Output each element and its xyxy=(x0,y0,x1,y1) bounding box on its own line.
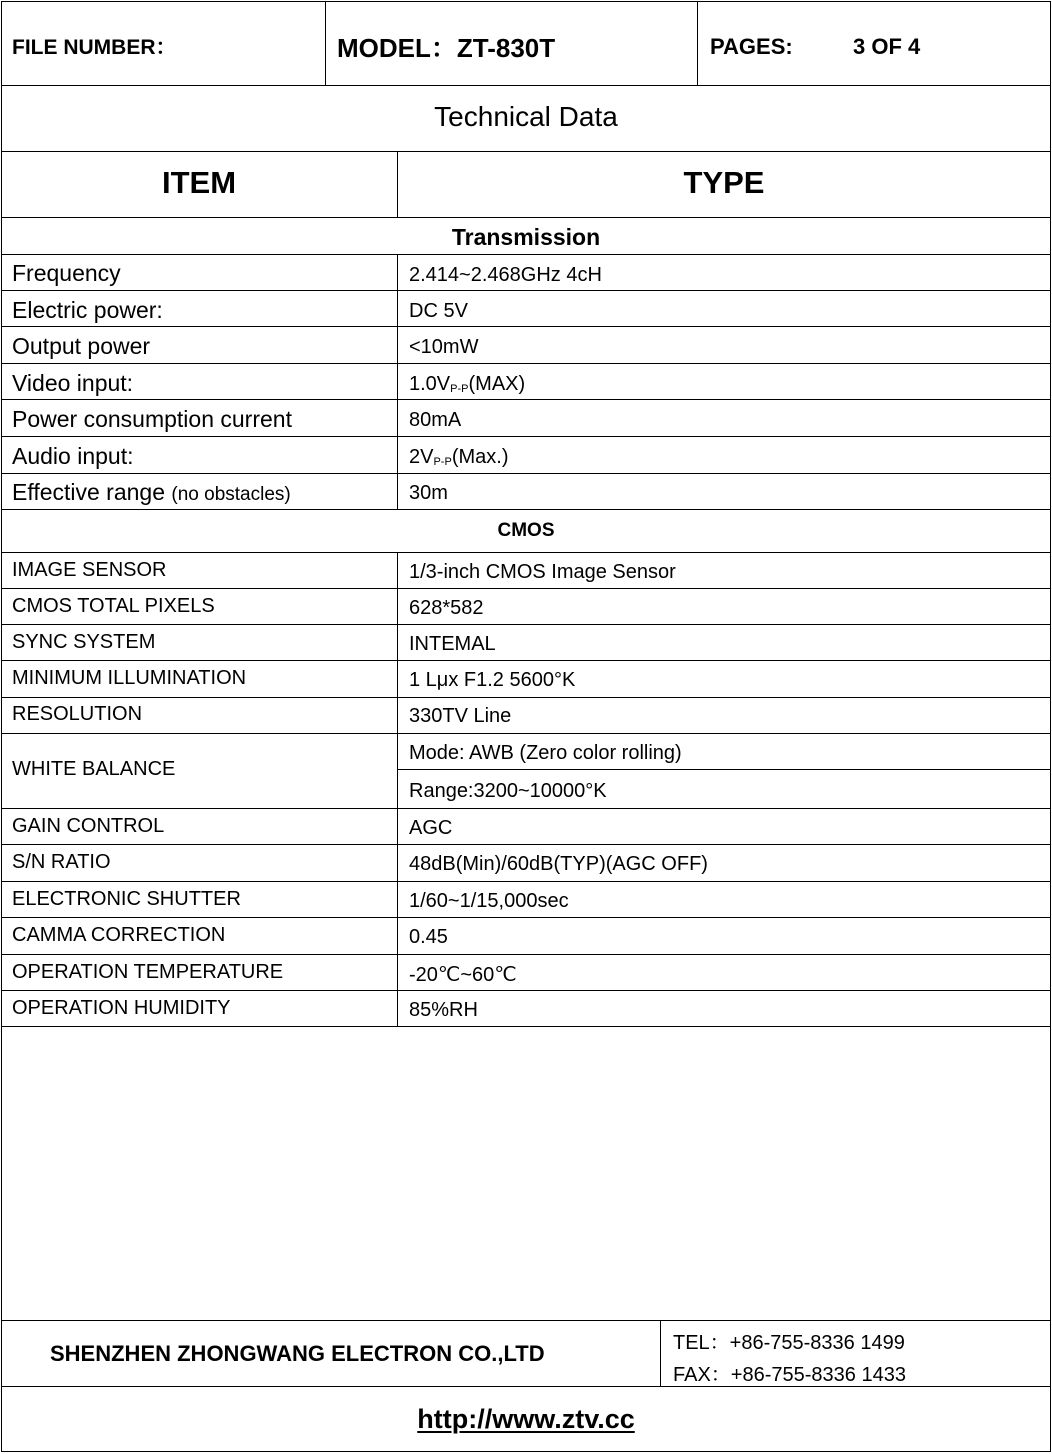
spec-label: Electric power: xyxy=(12,297,163,323)
border-top xyxy=(1,1,1051,2)
spec-label: CAMMA CORRECTION xyxy=(12,924,226,946)
spec-label: WHITE BALANCE xyxy=(12,758,176,780)
divider xyxy=(1,990,1051,991)
divider xyxy=(1,808,1051,809)
spec-value: 80mA xyxy=(409,409,462,431)
spec-label: Effective range (no obstacles) xyxy=(12,479,291,505)
spec-label: CMOS TOTAL PIXELS xyxy=(12,595,215,617)
divider xyxy=(1,624,1051,625)
spec-value: 85%RH xyxy=(409,999,478,1021)
divider xyxy=(1,151,1051,152)
divider xyxy=(1,697,1051,698)
divider xyxy=(1,473,1051,474)
model-label: MODEL：ZT-830T xyxy=(337,33,556,63)
divider xyxy=(325,1,326,86)
divider xyxy=(1,436,1051,437)
spec-value: 1/60~1/15,000sec xyxy=(409,890,569,912)
divider xyxy=(1,660,1051,661)
company-name: SHENZHEN ZHONGWANG ELECTRON CO.,LTD xyxy=(50,1341,545,1366)
section-heading-transmission: Transmission xyxy=(451,224,601,250)
divider xyxy=(1,733,1051,734)
divider xyxy=(397,254,398,510)
divider xyxy=(1,881,1051,882)
divider xyxy=(1,399,1051,400)
page-title: Technical Data xyxy=(434,101,618,132)
spec-value: <10mW xyxy=(409,336,479,358)
spec-label: GAIN CONTROL xyxy=(12,815,165,837)
file-number-label: FILE NUMBER： xyxy=(12,36,177,59)
spec-value: -20℃~60℃ xyxy=(409,964,517,986)
spec-value: $2V_{P-P}(Max.)$ xyxy=(409,446,509,468)
spec-label: Frequency xyxy=(12,260,121,286)
border-left xyxy=(1,1,2,1452)
divider xyxy=(1,1320,1051,1321)
divider xyxy=(1,1026,1051,1027)
spec-value: 1 Lμx F1.2 5600°K xyxy=(409,669,576,691)
spec-label: MINIMUM ILLUMINATION xyxy=(12,667,247,689)
divider xyxy=(1,217,1051,218)
divider xyxy=(1,290,1051,291)
spec-value: 30m xyxy=(409,482,448,504)
divider xyxy=(1,917,1051,918)
phone-number: TEL：+86-755-8336 1499 xyxy=(673,1332,905,1354)
divider xyxy=(397,769,1051,770)
spec-value: Mode: AWB (Zero color rolling) xyxy=(409,742,682,764)
divider xyxy=(660,1320,661,1386)
fax-number: FAX：+86-755-8336 1433 xyxy=(673,1364,906,1386)
border-right xyxy=(1050,1,1051,1452)
spec-value: 2.414~2.468GHz 4cH xyxy=(409,264,602,286)
spec-value: Range:3200~10000°K xyxy=(409,780,607,802)
divider xyxy=(1,1386,1051,1387)
spec-value: 0.45 xyxy=(409,926,448,948)
spec-value: $1.0V_{P-P}(MAX)$ xyxy=(409,373,526,395)
spec-label: OPERATION HUMIDITY xyxy=(12,997,231,1019)
divider xyxy=(1,85,1051,86)
border-bottom xyxy=(1,1451,1051,1452)
column-header-item: ITEM xyxy=(161,165,237,200)
divider xyxy=(1,588,1051,589)
pages-label: PAGES: xyxy=(710,34,793,59)
spec-value: DC 5V xyxy=(409,300,468,322)
spec-label: Output power xyxy=(12,333,151,359)
spec-label: Audio input: xyxy=(12,443,134,469)
spec-label: Power consumption current xyxy=(12,406,292,432)
website-link[interactable]: http://www.ztv.cc xyxy=(417,1404,635,1434)
spec-label: RESOLUTION xyxy=(12,703,143,725)
spec-value: INTEMAL xyxy=(409,633,496,655)
divider xyxy=(1,844,1051,845)
spec-label: SYNC SYSTEM xyxy=(12,631,156,653)
spec-label: S/N RATIO xyxy=(12,851,111,873)
spec-value: AGC xyxy=(409,817,453,839)
spec-label: OPERATION TEMPERATURE xyxy=(12,961,284,983)
divider xyxy=(1,326,1051,327)
pages-value: 3 OF 4 xyxy=(853,34,921,59)
spec-value: 1/3-inch CMOS Image Sensor xyxy=(409,561,676,583)
spec-label: IMAGE SENSOR xyxy=(12,559,167,581)
divider xyxy=(1,509,1051,510)
spec-value: 330TV Line xyxy=(409,705,512,727)
column-header-type: TYPE xyxy=(683,165,765,200)
divider xyxy=(1,552,1051,553)
divider xyxy=(697,1,698,86)
divider xyxy=(1,363,1051,364)
divider xyxy=(1,254,1051,255)
spec-value: 628*582 xyxy=(409,597,484,619)
spec-label: Video input: xyxy=(12,370,134,396)
section-heading-cmos: CMOS xyxy=(497,520,555,541)
divider xyxy=(1,954,1051,955)
spec-value: 48dB(Min)/60dB(TYP)(AGC OFF) xyxy=(409,853,708,875)
spec-label: ELECTRONIC SHUTTER xyxy=(12,888,241,910)
